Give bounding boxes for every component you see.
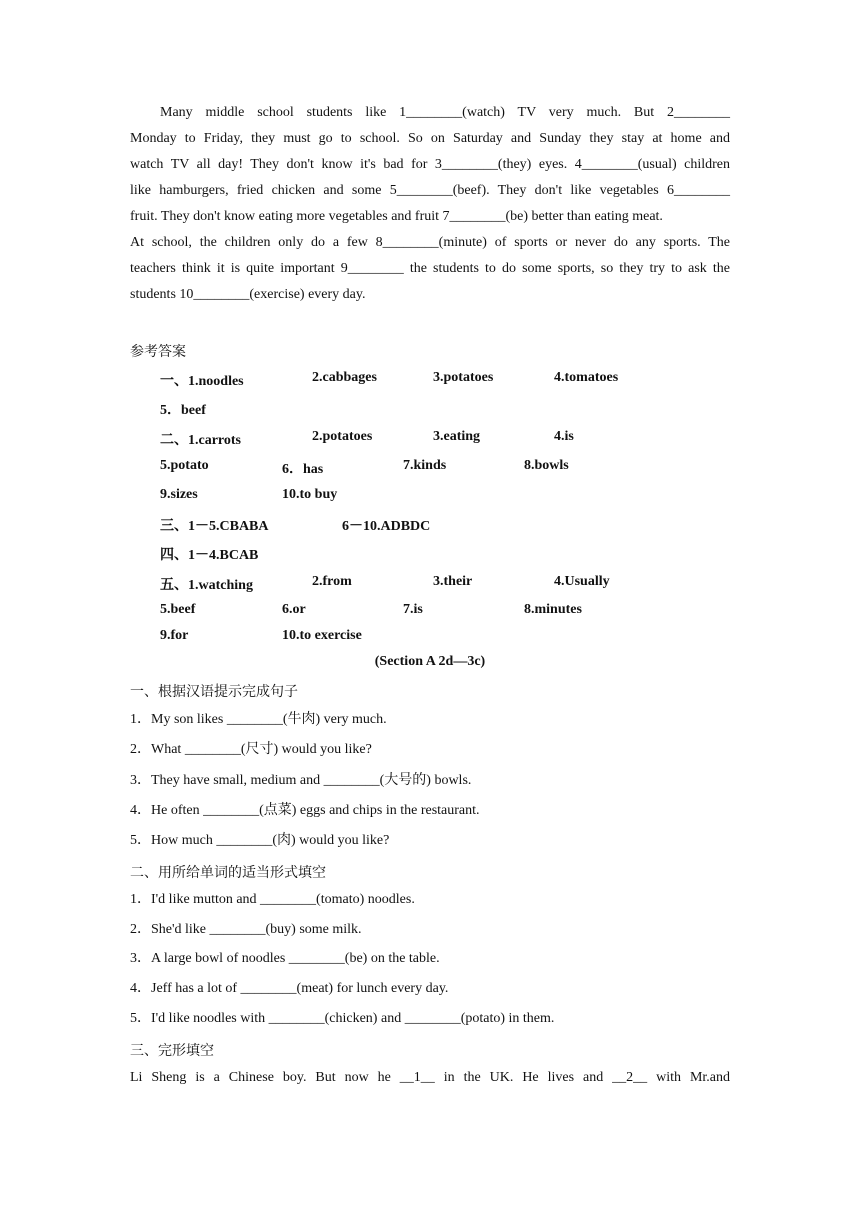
passage-line: watch TV all day! They don't know it's bad for 3________(they) eyes. 4________(usual) children — [130, 157, 730, 172]
answer-item: 7.kinds — [403, 458, 447, 473]
answer-item: 一、1.noodles — [160, 374, 244, 389]
answer-item: 7.is — [403, 602, 423, 617]
answer-item: 四、1－4.BCAB — [160, 548, 259, 563]
answer-item: 8.minutes — [524, 602, 582, 617]
passage-line: Many middle school students like 1________(watch) TV very much. But 2________ — [160, 105, 730, 120]
passage-line: fruit. They don't know eating more vegetables and fruit 7________(be) better than eating meat. — [130, 209, 663, 224]
answer-key-heading: 参考答案 — [130, 345, 186, 360]
answer-item: 2.potatoes — [312, 429, 373, 444]
passage-line: teachers think it is quite important 9________ the students to do some sports, so they try to ask the — [130, 261, 730, 276]
answer-item: 五、1.watching — [160, 578, 253, 593]
answer-item: 10.to exercise — [282, 628, 362, 643]
exercise-item: 5．I'd like noodles with ________(chicken) and ________(potato) in them. — [130, 1011, 555, 1026]
answer-item: 10.to buy — [282, 487, 338, 502]
answer-item: 9.sizes — [160, 487, 198, 502]
answer-item: 9.for — [160, 628, 189, 643]
cloze-line: Li Sheng is a Chinese boy. But now he __1__ in the UK. He lives and __2__ with Mr.and — [130, 1070, 730, 1085]
exercise-item: 1．My son likes ________(牛肉) very much. — [130, 712, 387, 727]
exercise-item: 4．He often ________(点菜) eggs and chips in the restaurant. — [130, 803, 480, 818]
answer-item: 3.their — [433, 574, 473, 589]
part1-heading: 一、根据汉语提示完成句子 — [130, 685, 298, 700]
answer-item: 2.from — [312, 574, 352, 589]
answer-item: 3.eating — [433, 429, 481, 444]
answer-item: 5.potato — [160, 458, 209, 473]
answer-item: 2.cabbages — [312, 370, 377, 385]
answer-item: 3.potatoes — [433, 370, 494, 385]
exercise-item: 2．She'd like ________(buy) some milk. — [130, 922, 362, 937]
answer-item: 4.is — [554, 429, 574, 444]
passage-line: like hamburgers, fried chicken and some 5________(beef). They don't like vegetables 6________ — [130, 183, 730, 198]
section-title: (Section A 2d—3c) — [374, 654, 486, 669]
answer-item: 4.Usually — [554, 574, 610, 589]
part3-heading: 三、完形填空 — [130, 1044, 214, 1059]
exercise-item: 3．A large bowl of noodles ________(be) on the table. — [130, 951, 440, 966]
answer-item: 三、1－5.CBABA — [160, 519, 269, 534]
exercise-item: 3．They have small, medium and ________(大号的) bowls. — [130, 773, 472, 788]
passage-line: students 10________(exercise) every day. — [130, 287, 366, 302]
answer-item: 6－10.ADBDC — [342, 519, 431, 534]
exercise-item: 4．Jeff has a lot of ________(meat) for lunch every day. — [130, 981, 449, 996]
answer-item: 6.or — [282, 602, 306, 617]
exercise-item: 5．How much ________(肉) would you like? — [130, 833, 390, 848]
passage-line: At school, the children only do a few 8________(minute) of sports or never do any sports. The — [130, 235, 730, 250]
answer-item: 5.beef — [160, 602, 196, 617]
passage-line: Monday to Friday, they must go to school. So on Saturday and Sunday they stay at home and — [130, 131, 730, 146]
answer-item: 4.tomatoes — [554, 370, 619, 385]
answer-item: 二、1.carrots — [160, 433, 241, 448]
exercise-item: 1．I'd like mutton and ________(tomato) noodles. — [130, 892, 415, 907]
answer-item: 8.bowls — [524, 458, 569, 473]
exercise-item: 2．What ________(尺寸) would you like? — [130, 742, 372, 757]
answer-item: 5．beef — [160, 403, 206, 418]
answer-item: 6．has — [282, 462, 324, 477]
part2-heading: 二、用所给单词的适当形式填空 — [130, 866, 326, 881]
